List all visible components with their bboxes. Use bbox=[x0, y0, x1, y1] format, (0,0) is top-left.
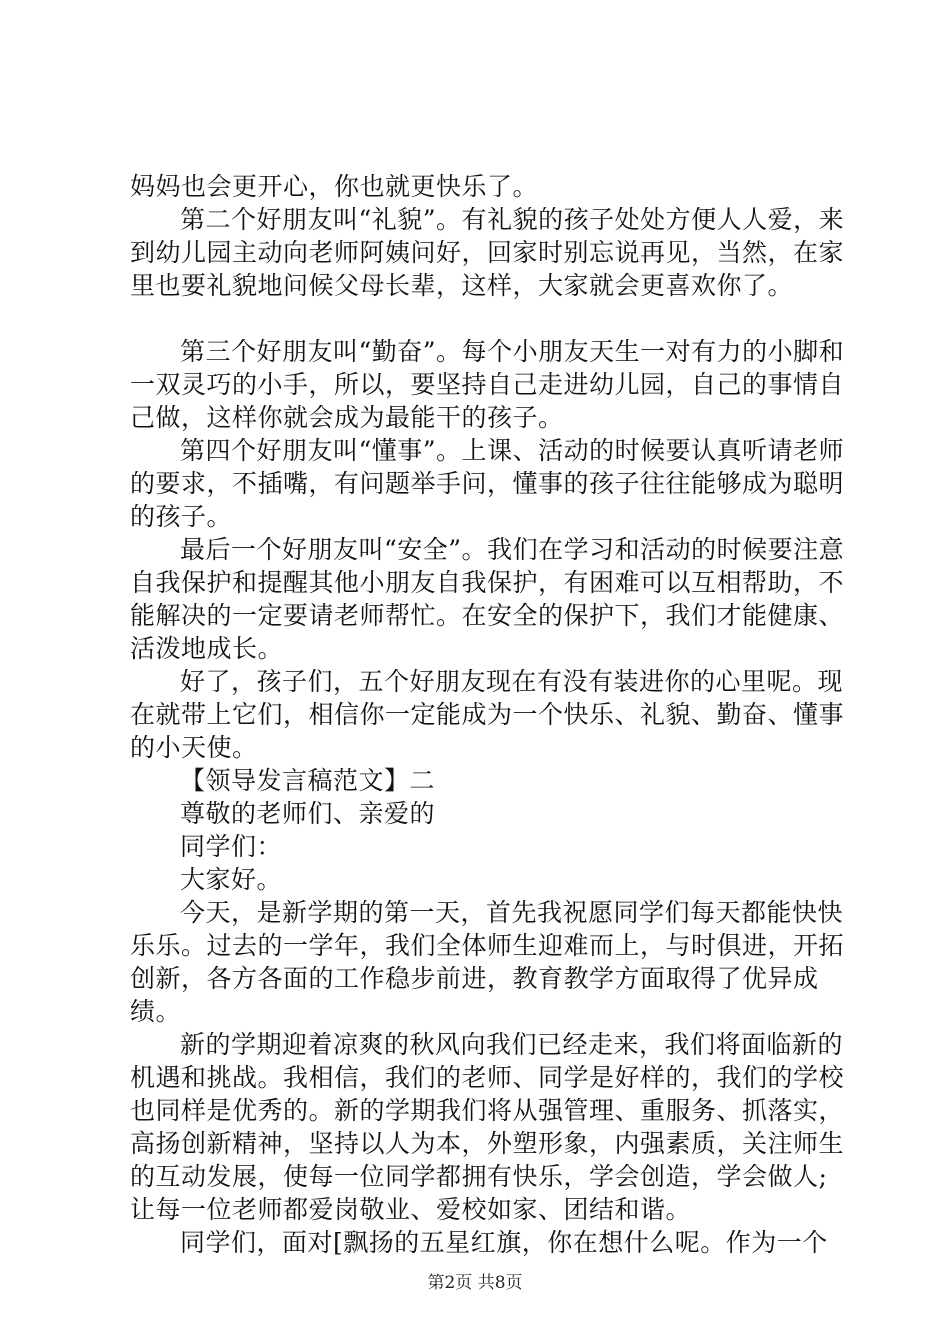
paragraph-1: 妈妈也会更开心，你也就更快乐了。 bbox=[130, 172, 539, 201]
section-heading: 【领导发言稿范文】二 bbox=[180, 766, 436, 795]
page-number: 第2页 共8页 bbox=[427, 1273, 523, 1293]
paragraph-4: 第四个好朋友叫“懂事”。上课、活动的时候要认真听请老师的要求，不插嘴，有问题举手问，懂事的孩子往往能够成为聪明的孩子。 bbox=[130, 436, 845, 531]
paragraph-3: 第三个好朋友叫“勤奋”。每个小朋友天生一对有力的小脚和一双灵巧的小手，所以，要坚持自己走进幼儿园，自己的事情自己做，这样你就会成为最能干的孩子。 bbox=[130, 337, 845, 432]
salutation-line-2: 同学们： bbox=[180, 832, 283, 861]
paragraph-12: 新的学期迎着凉爽的秋风向我们已经走来，我们将面临新的机遇和挑战。我相信，我们的老师、同学是好样的，我们的学校也同样是优秀的。新的学期我们将从强管理、重服务、抓落实，高扬创新精神，坚持以人为本，外塑形象，内强素质，关注师生的互动发展，使每一位同学都拥有快乐，学会创造，学会做人;让每一位老师都爱岗敬业、爱校如家、团结和谐。 bbox=[130, 1030, 845, 1224]
paragraph-2: 第二个好朋友叫“礼貌”。有礼貌的孩子处处方便人人爱，来到幼儿园主动向老师阿姨问好，回家时别忘说再见，当然，在家里也要礼貌地问候父母长辈，这样，大家就会更喜欢你了。 bbox=[130, 205, 845, 300]
paragraph-13: 同学们，面对[飘扬的五星红旗，你在想什么呢。作为一个 bbox=[180, 1228, 828, 1257]
salutation-line-1: 尊敬的老师们、亲爱的 bbox=[180, 799, 436, 828]
page-footer bbox=[0, 1272, 950, 1294]
document-body bbox=[130, 170, 846, 1259]
greeting-line: 大家好。 bbox=[180, 865, 283, 894]
paragraph-6: 好了，孩子们，五个好朋友现在有没有装进你的心里呢。现在就带上它们，相信你一定能成为一个快乐、礼貌、勤奋、懂事的小天使。 bbox=[130, 667, 845, 762]
paragraph-11: 今天，是新学期的第一天，首先我祝愿同学们每天都能快快乐乐。过去的一学年，我们全体师生迎难而上，与时俱进，开拓创新，各方各面的工作稳步前进，教育教学方面取得了优异成绩。 bbox=[130, 898, 845, 1026]
paragraph-5: 最后一个好朋友叫“安全”。我们在学习和活动的时候要注意自我保护和提醒其他小朋友自我保护，有困难可以互相帮助，不能解决的一定要请老师帮忙。在安全的保护下，我们才能健康、活泼地成长。 bbox=[130, 535, 845, 663]
